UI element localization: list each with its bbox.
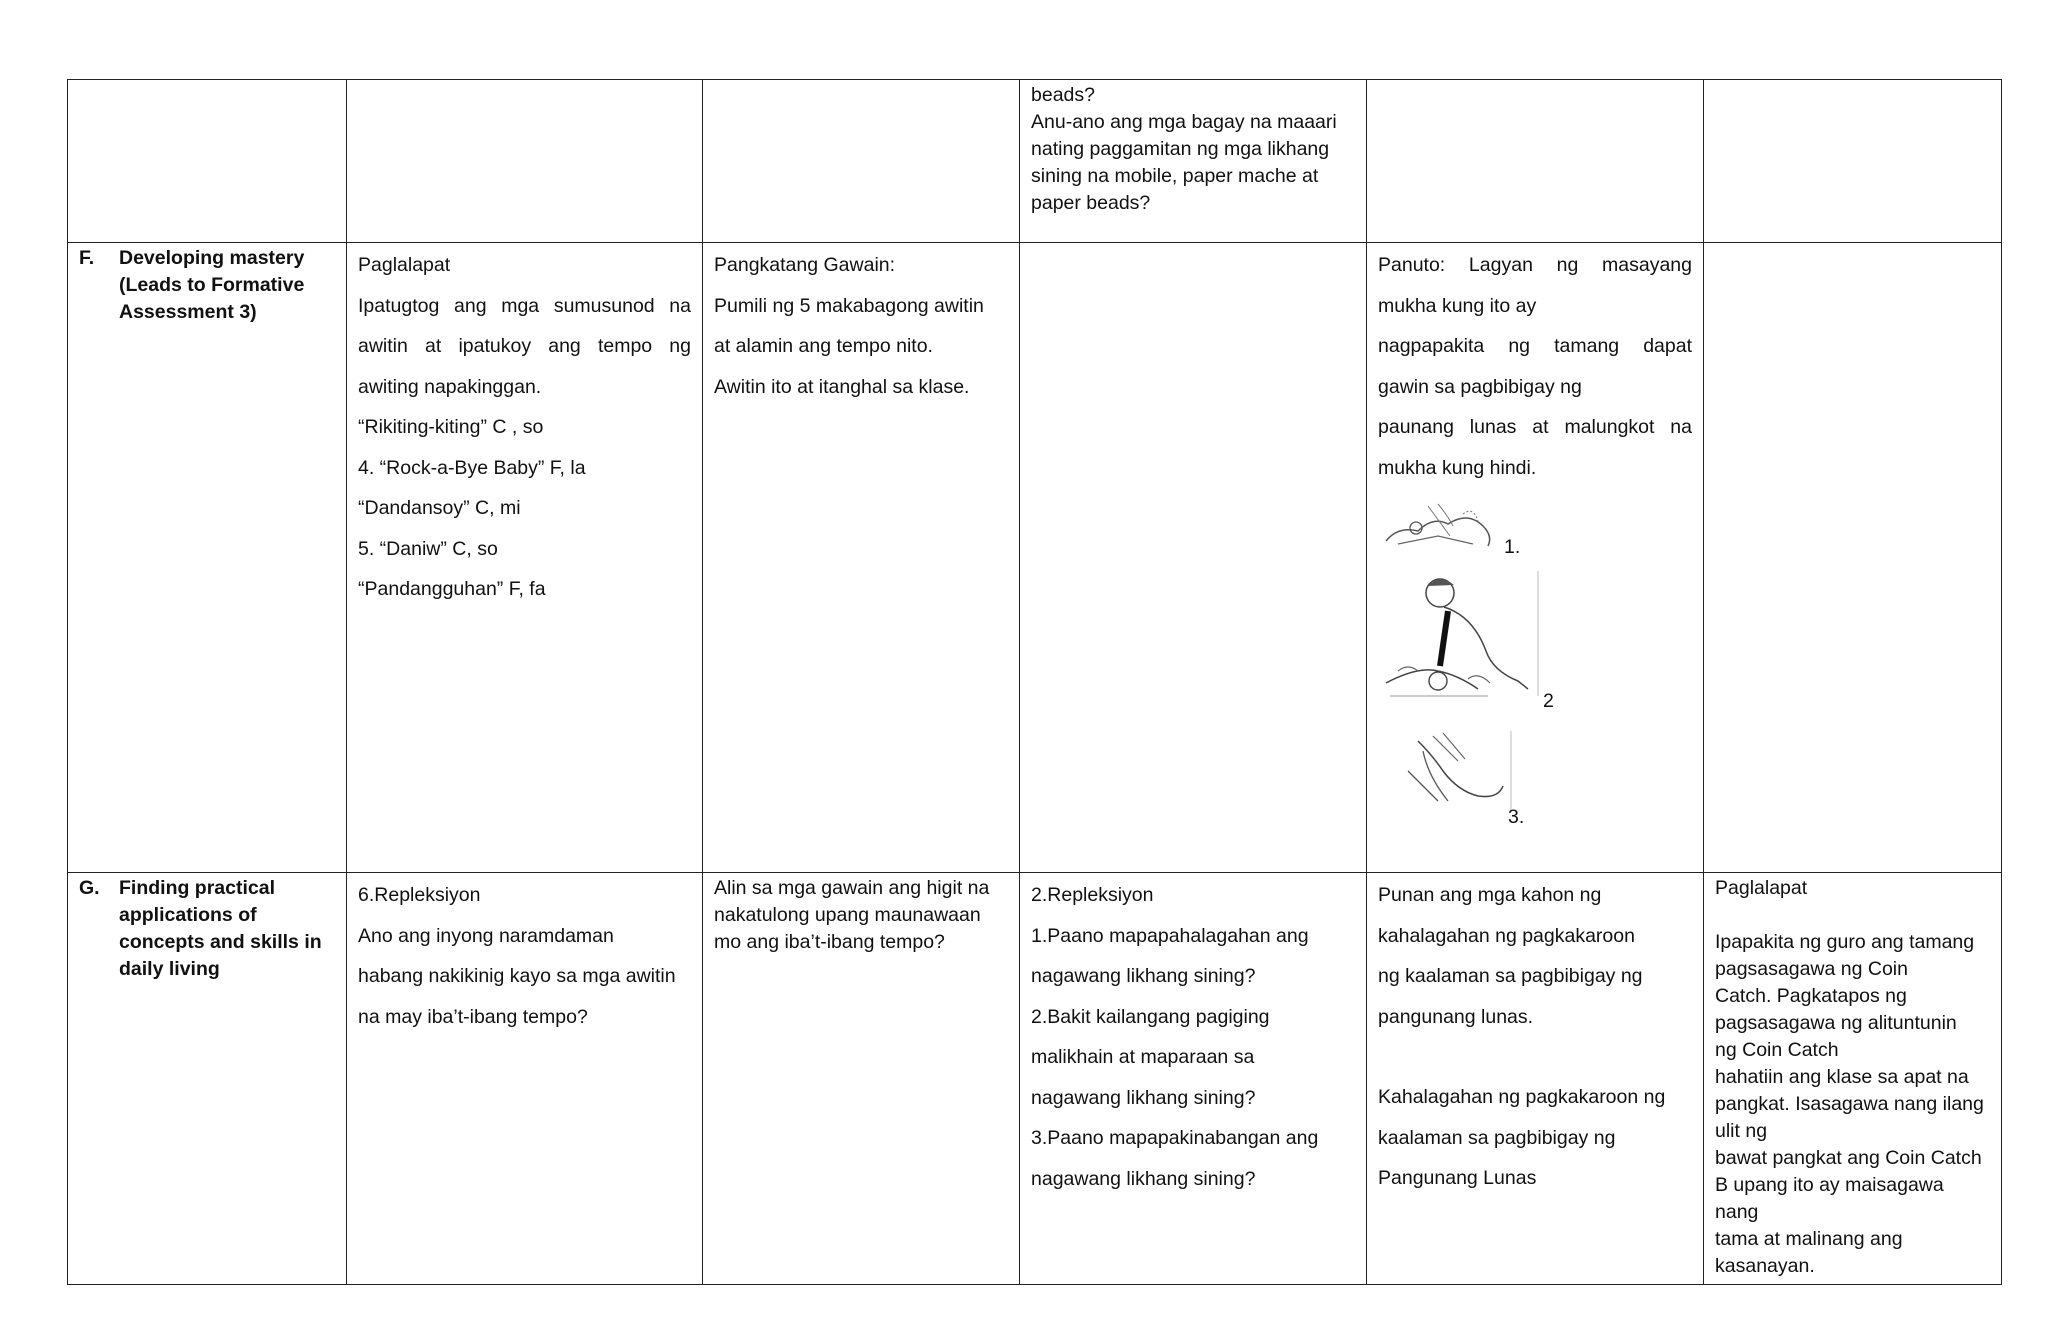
figure-label: 2 (1543, 690, 1554, 712)
text-line: 3.Paano mapapakinabangan ang (1031, 1127, 1319, 1149)
text-line: Awitin ito at itanghal sa klase. (714, 375, 970, 398)
text-line: nagawang likhang sining? (1031, 965, 1256, 987)
row-g-col2 (347, 873, 703, 1285)
text-line: paunang lunas at malungkot na (1378, 416, 1692, 438)
text-line: awitin at ipatukoy ang tempo ng (358, 335, 691, 357)
row-g-label-cell (68, 873, 347, 1285)
cell-empty (703, 80, 1020, 243)
text-line: na may iba’t-ibang tempo? (358, 1005, 588, 1028)
row-g-col4 (1020, 873, 1367, 1285)
text-line: Pangkatang Gawain: (714, 254, 896, 276)
text-line: ng kaalaman sa pagbibigay ng (1378, 965, 1643, 987)
text-line: kahalagahan ng pagkakaroon (1378, 924, 1635, 947)
row-label: Developing mastery (Leads to Formative Assessment 3) (119, 247, 305, 323)
text-line: gawin sa pagbibigay ng (1378, 375, 1582, 398)
cell-empty (1367, 80, 1704, 243)
text-line: mo ang iba’t-ibang tempo? (714, 931, 945, 953)
text-line: bawat pangkat ang Coin Catch (1715, 1147, 1982, 1169)
section-title: Paglalapat (358, 254, 451, 276)
text-line: Kahalagahan ng pagkakaroon ng (1378, 1086, 1666, 1108)
text-line: ng Coin Catch (1715, 1039, 1839, 1061)
text-line: pangkat. Isasagawa nang ilang (1715, 1093, 1984, 1115)
row-letter: F. (79, 247, 95, 269)
table-row-g (68, 873, 2002, 1285)
text-line: 4. “Rock-a-Bye Baby” F, la (358, 456, 586, 479)
section-title: Paglalapat (1715, 877, 1808, 899)
first-aid-figures (1378, 488, 1692, 868)
text-line: mukha kung hindi. (1378, 456, 1537, 479)
text-line: Alin sa mga gawain ang higit na (714, 877, 990, 899)
text-line: at alamin ang tempo nito. (714, 335, 933, 357)
text-line: paper beads? (1031, 192, 1151, 214)
row-g-col5 (1367, 873, 1704, 1285)
text-line: Ipatugtog ang mga sumusunod na (358, 294, 691, 317)
table-row-f (68, 243, 2002, 873)
row-g-col6 (1704, 873, 2002, 1285)
text-line: 2.Repleksiyon (1031, 884, 1154, 906)
row-f-col2 (347, 243, 703, 873)
text-line: kasanayan. (1715, 1255, 1815, 1277)
text-line: malikhain at maparaan sa (1031, 1046, 1255, 1068)
text-line: beads? (1031, 84, 1095, 106)
text-line: 5. “Daniw” C, so (358, 537, 498, 560)
row-f-col5 (1367, 243, 1704, 873)
figure-label: 3. (1508, 806, 1525, 828)
text-line: awiting napakinggan. (358, 375, 542, 398)
first-aid-figure-2 (1378, 571, 1543, 711)
text-line: nagawang likhang sining? (1031, 1086, 1256, 1109)
text-line: kaalaman sa pagbibigay ng (1378, 1126, 1616, 1149)
text-line: Catch. Pagkatapos ng (1715, 985, 1907, 1007)
text-line: B upang ito ay maisagawa (1715, 1174, 1944, 1196)
text-line: “Dandansoy” C, mi (358, 497, 521, 519)
row-label: Finding practical applications of concepts and skills in daily living (119, 877, 322, 980)
text-line: “Rikiting-kiting” C , so (358, 416, 544, 438)
text-line: Anu-ano ang mga bagay na maaari (1031, 111, 1337, 133)
text-line: pagsasagawa ng alituntunin (1715, 1012, 1957, 1034)
text-line: Punan ang mga kahon ng (1378, 884, 1602, 906)
text-line: 6.Repleksiyon (358, 884, 481, 906)
cell-empty (1704, 80, 2002, 243)
text-line: pagsasagawa ng Coin (1715, 958, 1908, 980)
row-f-col6-empty (1704, 243, 2002, 873)
row-f-label-cell (68, 243, 347, 873)
text-line: nang (1715, 1201, 1759, 1223)
text-line: Ano ang inyong naramdaman (358, 924, 614, 947)
text-line: nagpapakita ng tamang dapat (1378, 335, 1692, 357)
text-line: hahatiin ang klase sa apat na (1715, 1066, 1969, 1088)
text-line: tama at malinang ang (1715, 1228, 1903, 1250)
text-line: Pumili ng 5 makabagong awitin (714, 294, 984, 317)
text-line: Panuto: Lagyan ng masayang (1378, 254, 1692, 276)
text-line: nagawang likhang sining? (1031, 1167, 1256, 1190)
first-aid-figure-3 (1403, 731, 1518, 816)
text-line: ulit ng (1715, 1120, 1768, 1142)
text-line: “Pandangguhan” F, fa (358, 578, 546, 600)
row-f-col3 (703, 243, 1020, 873)
text-line: sining na mobile, paper mache at (1031, 165, 1319, 187)
text-line: habang nakikinig kayo sa mga awitin (358, 965, 676, 987)
text-line: Ipapakita ng guro ang tamang (1715, 931, 1975, 953)
lesson-plan-table (67, 79, 2002, 1285)
cell-label-empty (68, 80, 347, 243)
text-line: mukha kung ito ay (1378, 294, 1537, 317)
text-line: Pangunang Lunas (1378, 1167, 1537, 1189)
row-f-col4-empty (1020, 243, 1367, 873)
cell-empty (347, 80, 703, 243)
row-g-col3 (703, 873, 1020, 1285)
table-row-continued (68, 80, 2002, 243)
text-line: nating paggamitan ng mga likhang (1031, 138, 1330, 160)
text-line: nakatulong upang maunawaan (714, 904, 981, 926)
text-line: pangunang lunas. (1378, 1005, 1534, 1028)
row-letter: G. (79, 877, 100, 899)
figure-label: 1. (1504, 536, 1521, 558)
text-line: 1.Paano mapapahalagahan ang (1031, 924, 1309, 947)
cell-question-continued (1020, 80, 1367, 243)
first-aid-figure-1 (1378, 496, 1503, 556)
text-line: 2.Bakit kailangang pagiging (1031, 1005, 1270, 1028)
